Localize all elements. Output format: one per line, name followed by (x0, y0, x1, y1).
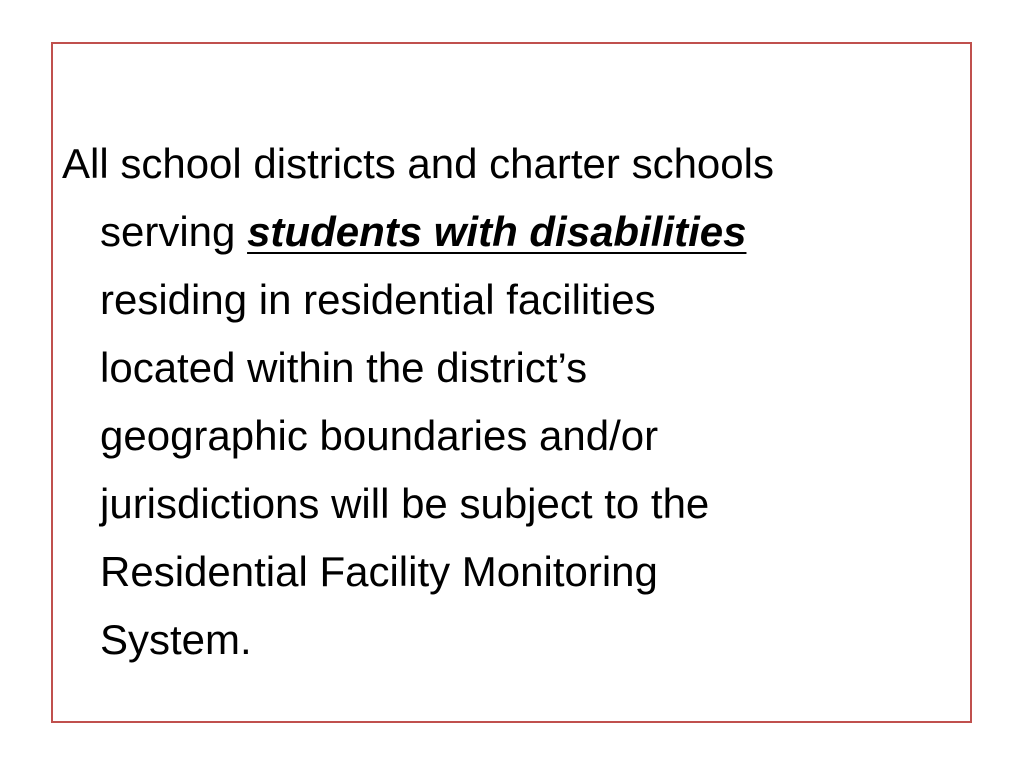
slide-body-text (62, 130, 962, 674)
text-line-8: System. (100, 616, 252, 663)
text-line-2 (62, 198, 962, 266)
text-line-5: geographic boundaries and/or (100, 412, 659, 459)
text-line-7: Residential Facility Monitoring (100, 548, 658, 595)
text-line-6: jurisdictions will be subject to the (100, 480, 710, 527)
emphasized-phrase: students with disabilities (247, 208, 747, 255)
text-line-3: residing in residential facilities (100, 276, 656, 323)
text-line-4: located within the district’s (100, 344, 588, 391)
text-line-1: All school districts and charter schools (62, 140, 774, 187)
text-line-2-lead: serving (100, 208, 248, 255)
